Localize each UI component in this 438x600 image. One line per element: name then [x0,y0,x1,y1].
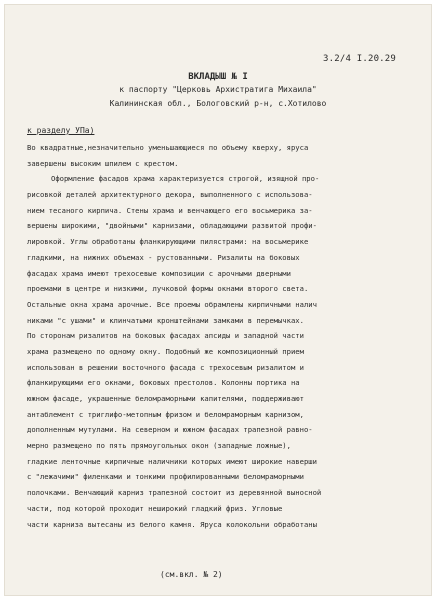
text-line: вершены широкими, "двойными" карнизами, обладающими развитой профи- [27,221,317,231]
text-line: Остальные окна храма арочные. Все проемы обрамлены кирпичными налич [27,299,317,309]
text-line: Оформление фасадов храма характеризуется строгой, изящной про- [51,174,320,184]
text-line: никами "с ушами" и клинчатыми кронштейнами замками в перемычках. [27,315,304,325]
text-line: нием тесаного кирпича. Стены храма и венчающего его восьмерика за- [27,205,313,215]
text-line: антаблемент с триглифо-метопным фризом и беломраморным карнизом, [27,409,304,419]
location-line: Калининская обл., Бологовский р-н, с.Хотилово [109,99,327,108]
text-line: рисовкой деталей архитектурного декора, выполненного с использова- [27,190,313,200]
passport-subtitle: к паспорту "Церковь Архистратига Михаила" [119,85,317,94]
text-line: с "лежачими" филенками и тонкими профилированными беломраморными [27,472,304,482]
text-line: полочками. Венчающий карниз трапезной состоит из деревянной выносной [27,488,322,498]
continuation-note: (см.вкл. № 2) [160,570,223,579]
insert-title: ВКЛАДЫШ № I [188,72,248,82]
document-page [4,4,432,596]
text-line: дополненным мутулами. На северном и южном фасадах трапезной равно- [27,425,313,435]
text-line: По сторонам ризалитов на боковых фасадах апсиды и западной части [27,331,304,341]
text-line: части, под которой проходит неширокий гладкий фриз. Угловые [27,503,283,513]
section-heading: к разделу УПа) [27,126,95,135]
text-line: фасадах храма имеют трехосевые композиции с арочными дверными [27,268,291,278]
body-text [27,140,425,532]
text-line: храма размещено по одному окну. Подобный же композиционный прием [27,346,304,356]
text-line: использован в решении восточного фасада с трехосевым ризалитом и [27,362,304,372]
text-line: проемами в центре и низкими, лучковой формы окнами второго света. [27,284,309,294]
text-line: фланкирующими его окнами, боковых престолов. Колонны портика на [27,378,300,388]
text-line: гладкие ленточные кирпичные наличники которых имеют широкие наверши [27,456,317,466]
text-line: части карниза вытесаны из белого камня. Яруса колокольни обработаны [27,519,317,529]
text-line: завершены высоким шпилем с крестом. [27,158,179,168]
text-line: лировкой. Углы обработаны фланкирующими пилястрами: на восьмерике [27,237,309,247]
text-line: южном фасаде, украшенные беломраморными капителями, поддерживают [27,394,304,403]
document-code: 3.2/4 I.20.29 [323,54,397,64]
text-line: Во квадратные,незначительно уменьшающиеся по объему кверху, яруса [27,143,309,152]
text-line: гладкими, на нижних объемах - рустованными. Ризалиты на боковых [27,252,300,262]
text-line: мерно размещено по пять прямоугольных окон (западные ложные), [27,441,291,451]
